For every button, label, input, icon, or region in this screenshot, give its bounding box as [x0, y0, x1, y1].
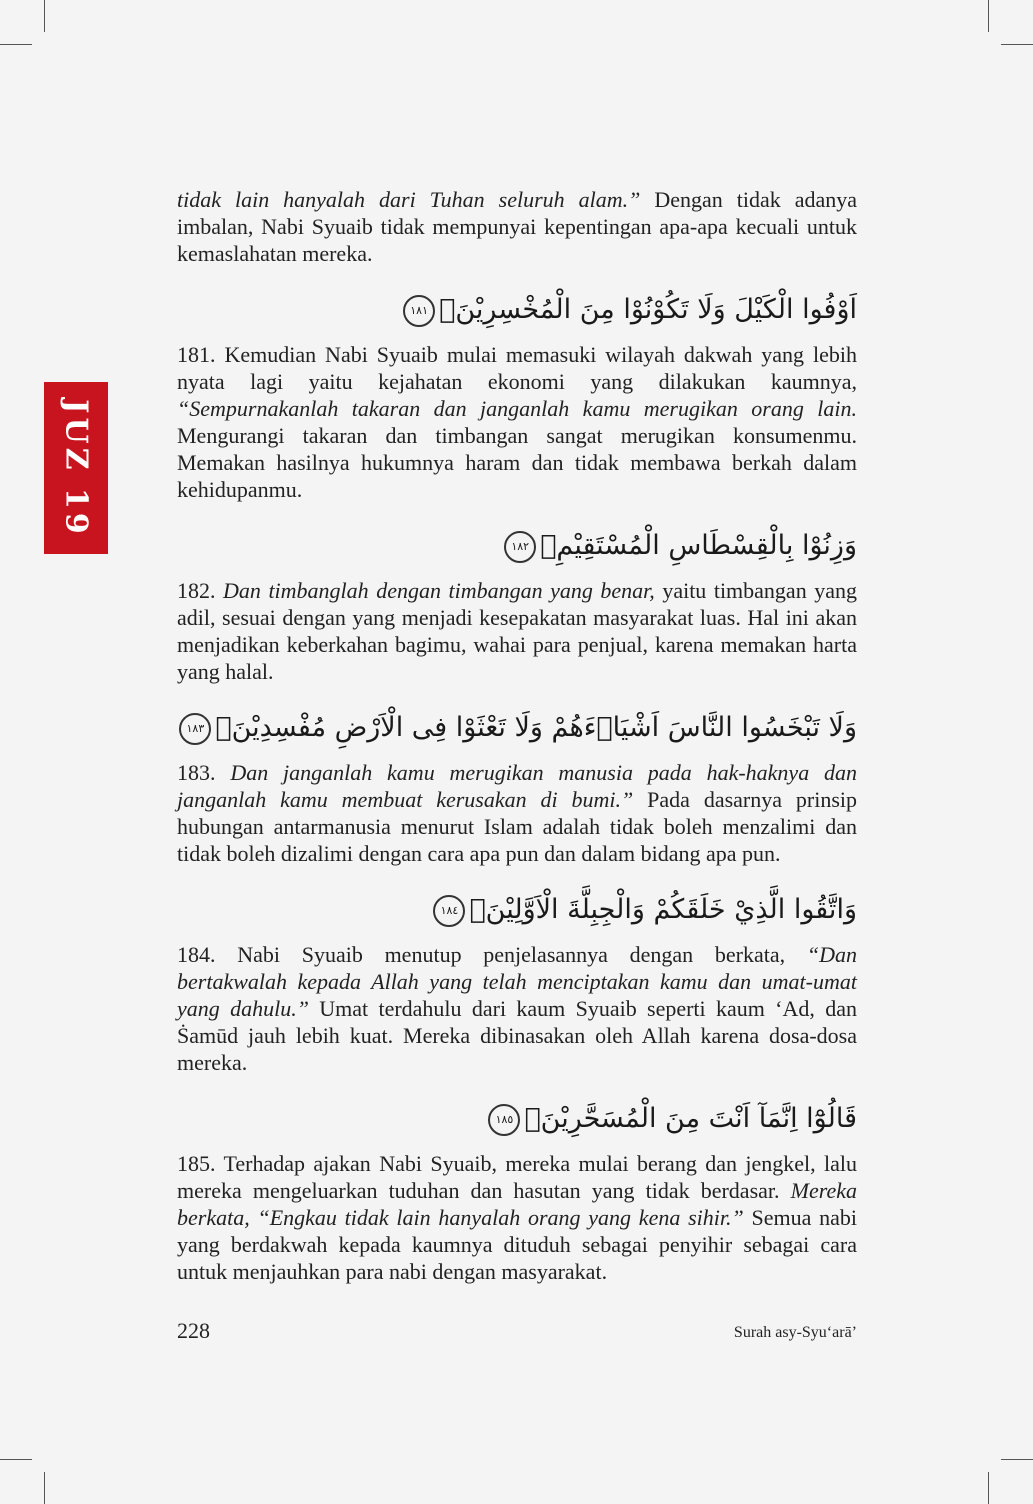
arabic-verse-text: اَوْفُوا الْكَيْلَ وَلَا تَكُوْنُوْا مِنَ الْمُخْسِرِيْنَۚ	[439, 294, 857, 325]
crop-mark	[44, 1472, 45, 1504]
running-title: Surah asy-Syu‘arā’	[733, 1324, 857, 1341]
commentary-text: 182.	[177, 578, 224, 603]
page-body	[177, 186, 857, 1285]
commentary-text: 183.	[177, 760, 231, 785]
crop-mark	[1001, 1459, 1033, 1460]
verse-number-marker: ١٨٥	[488, 1104, 520, 1136]
translation-text: “Dan bertakwalah kepada Allah yang telah menciptakan kamu dan umat-umat yang dahulu.”	[177, 942, 857, 1021]
crop-mark	[0, 1459, 32, 1460]
verse-number-marker: ١٨٤	[433, 895, 465, 927]
commentary-text: Dengan tidak adanya imbalan, Nabi Syuaib tidak mempunyai kepentingan apa-apa kecuali untuk kemaslahatan mereka.	[177, 187, 857, 266]
commentary-text: Pada dasarnya prinsip hubungan antarmanusia menurut Islam adalah tidak boleh menzalimi dan tidak boleh dizalimi dengan cara apa pun dan dalam bidang apa pun.	[177, 787, 858, 866]
translation-text: “Sempurnakanlah takaran dan janganlah kamu merugikan orang lain.	[177, 396, 857, 421]
arabic-verse-text: وَاتَّقُوا الَّذِيْ خَلَقَكُمْ وَالْجِبِلَّةَ الْاَوَّلِيْنَۗ	[469, 894, 857, 925]
verse-number-marker: ١٨٣	[179, 713, 211, 745]
crop-mark	[988, 0, 989, 32]
commentary-paragraph	[177, 341, 857, 503]
crop-mark	[1001, 44, 1033, 45]
page-number: 228	[177, 1318, 210, 1343]
translation-text: Dan janganlah kamu merugikan manusia pada hak-haknya dan janganlah kamu membuat kerusakan di bumi.”	[177, 760, 857, 812]
commentary-paragraph	[177, 1150, 857, 1285]
verse-number-marker: ١٨١	[403, 295, 435, 327]
commentary-text: Umat terdahulu dari kaum Syuaib seperti kaum ‘Ad, dan Ṡamūd jauh lebih kuat. Mereka dibinasakan oleh Allah karena dosa-dosa mereka.	[177, 996, 857, 1075]
arabic-verse-text: وَزِنُوْا بِالْقِسْطَاسِ الْمُسْتَقِيْمِۚ	[540, 530, 857, 561]
arabic-verse-text: قَالُوْٓا اِنَّمَآ اَنْتَ مِنَ الْمُسَحَّرِيْنَۙ	[524, 1103, 857, 1134]
crop-mark	[0, 44, 32, 45]
translation-text: Dan timbanglah dengan timbangan yang benar,	[223, 578, 655, 603]
commentary-text: 184. Nabi Syuaib menutup penjelasannya dengan berkata,	[177, 942, 807, 967]
commentary-text: 185. Terhadap ajakan Nabi Syuaib, mereka mulai berang dan jengkel, lalu mereka mengeluarkan tuduhan dan hasutan yang tidak berdasar.	[177, 1151, 857, 1203]
arabic-verse-text: وَلَا تَبْخَسُوا النَّاسَ اَشْيَاۤءَهُمْ وَلَا تَعْثَوْا فِى الْاَرْضِ مُفْسِدِيْنَۚ	[215, 712, 857, 743]
arabic-verse	[177, 525, 857, 567]
commentary-paragraph	[177, 186, 857, 267]
juz-side-tab	[44, 382, 108, 554]
crop-mark	[988, 1472, 989, 1504]
arabic-verse	[177, 289, 857, 331]
translation-text: tidak lain hanyalah dari Tuhan seluruh alam.”	[177, 187, 641, 212]
commentary-text: yaitu timbangan yang adil, sesuai dengan yang menjadi kesepakatan masyarakat luas. Hal ini akan menjadikan keberkahan bagimu, wahai para penjual, karena memakan harta yang halal.	[177, 578, 857, 684]
commentary-text: 181. Kemudian Nabi Syuaib mulai memasuki wilayah dakwah yang lebih nyata lagi yaitu kejahatan ekonomi yang dilakukan kaumnya,	[177, 342, 857, 394]
crop-mark	[44, 0, 45, 32]
commentary-text: Semua nabi yang berdakwah kepada kaumnya dituduh sebagai penyihir sebagai cara untuk menjauhkan para nabi dengan masyarakat.	[177, 1205, 857, 1284]
commentary-paragraph	[177, 941, 857, 1076]
arabic-verse	[177, 889, 857, 931]
commentary-paragraph	[177, 759, 857, 867]
page-footer	[177, 1318, 857, 1348]
arabic-verse	[177, 707, 857, 749]
commentary-text: Mengurangi takaran dan timbangan sangat merugikan konsumenmu. Memakan hasilnya hukumnya haram dan tidak membawa berkah dalam kehidupanmu.	[177, 423, 857, 502]
translation-text: Mereka berkata, “Engkau tidak lain hanyalah orang yang kena sihir.”	[177, 1178, 857, 1230]
juz-label: JUZ 19	[58, 398, 94, 538]
verse-number-marker: ١٨٢	[504, 531, 536, 563]
commentary-paragraph	[177, 577, 857, 685]
arabic-verse	[177, 1098, 857, 1140]
